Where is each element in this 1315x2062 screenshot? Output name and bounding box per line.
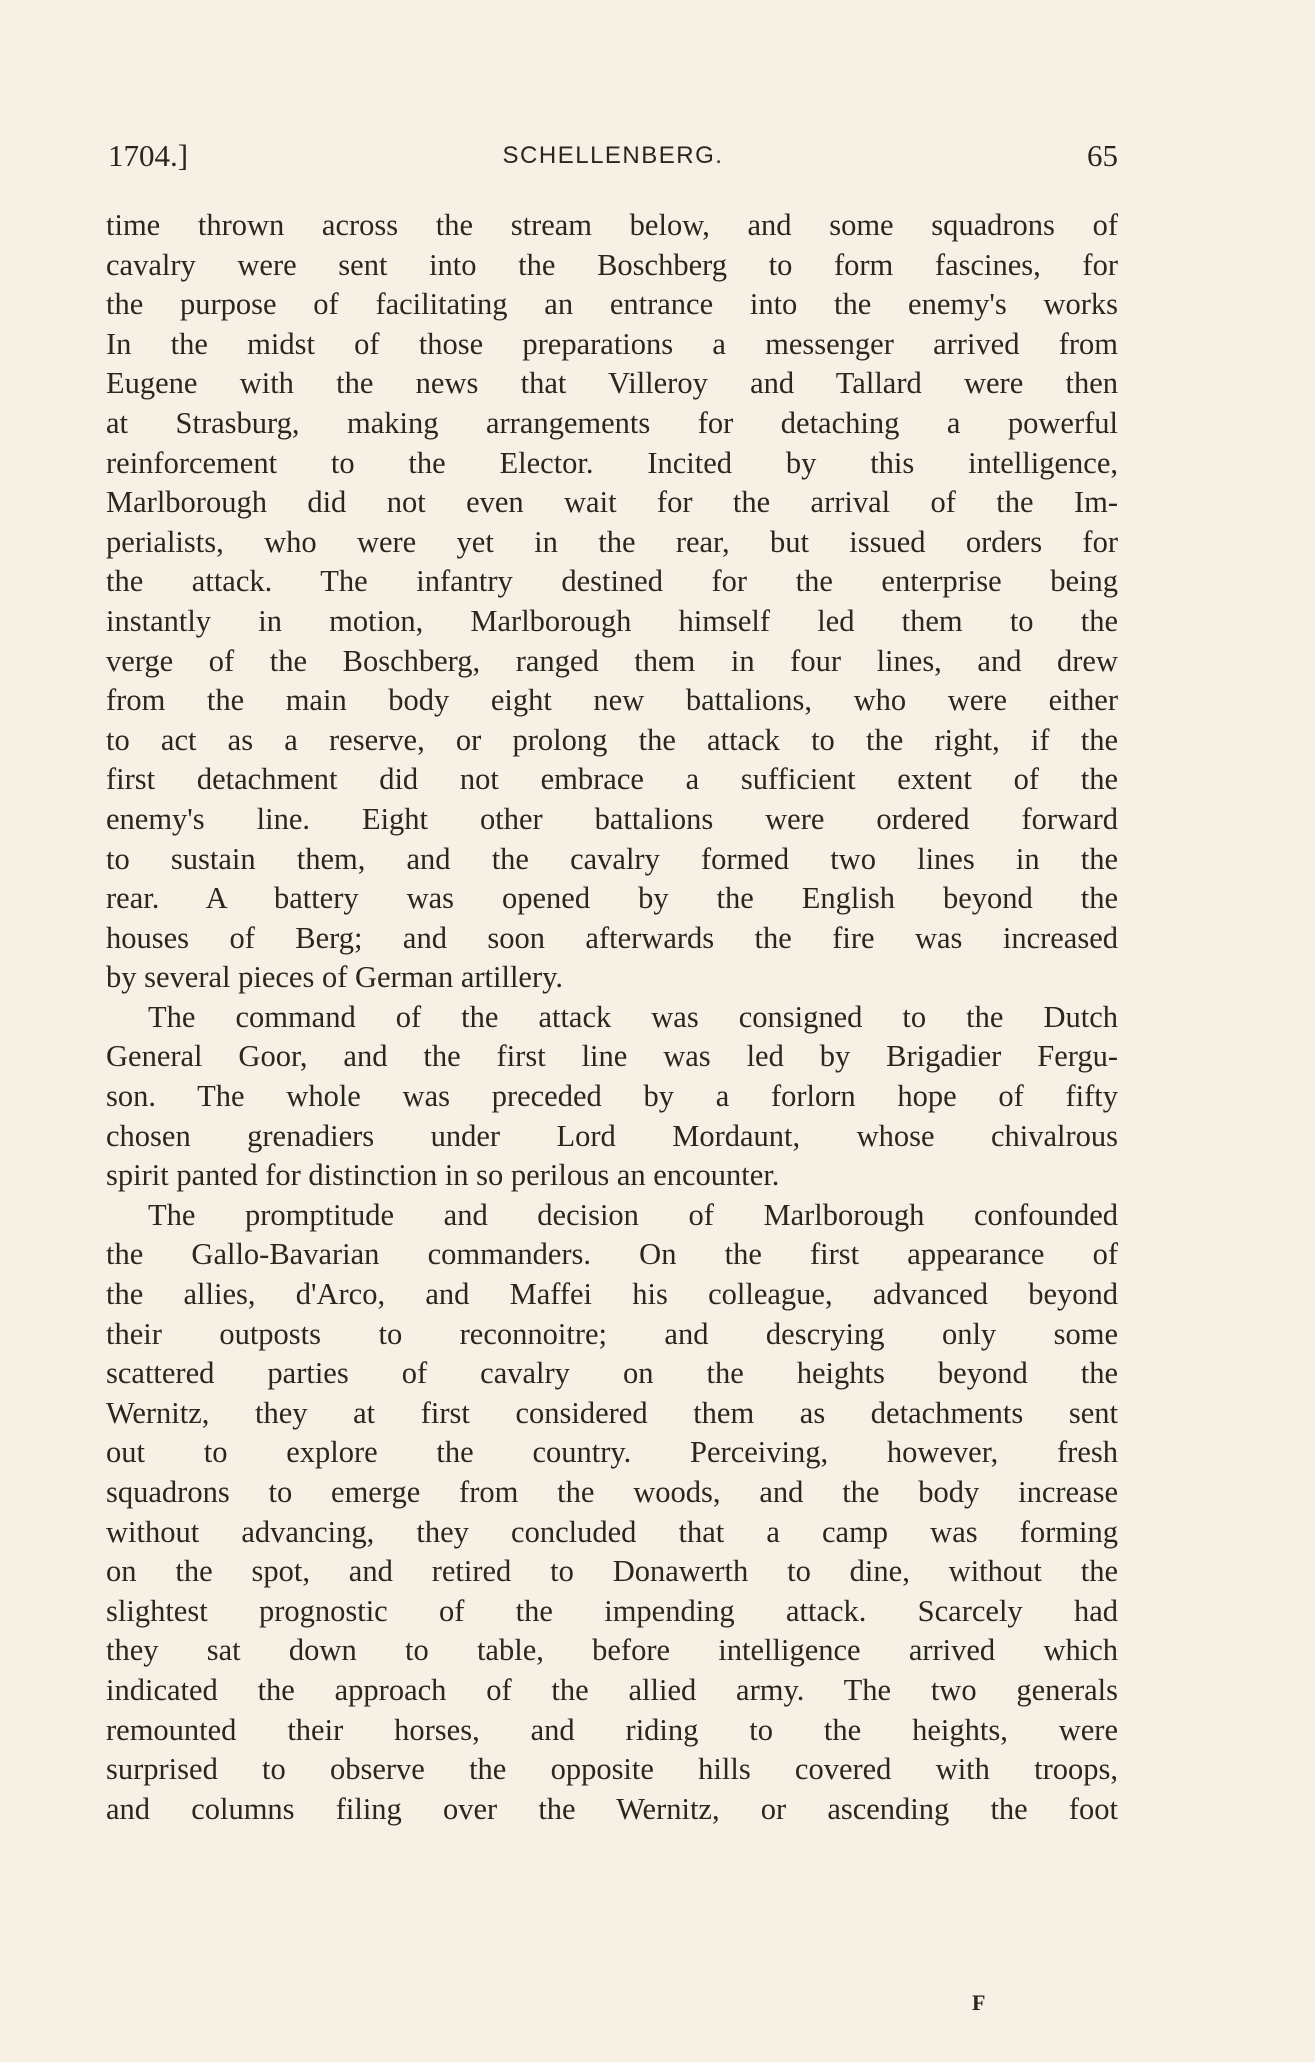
- header-year: 1704.]: [108, 138, 189, 173]
- text-line: at Strasburg, making arrangements for detaching a powerful: [106, 405, 1118, 440]
- text-line: enemy's line. Eight other battalions were ordered forward: [106, 801, 1118, 836]
- text-line: Wernitz, they at first considered them as detachments sent: [106, 1395, 1118, 1430]
- text-line: verge of the Boschberg, ranged them in four lines, and drew: [106, 643, 1118, 678]
- text-line: the allies, d'Arco, and Maffei his colleague, advanced beyond: [106, 1277, 1118, 1312]
- page-number: 65: [1087, 138, 1118, 173]
- text-line: the Gallo-Bavarian commanders. On the first appearance of: [106, 1237, 1118, 1272]
- text-line: slightest prognostic of the impending attack. Scarcely had: [106, 1593, 1118, 1628]
- text-line: spirit panted for distinction in so perilous an encounter.: [106, 1158, 780, 1193]
- text-line: instantly in motion, Marlborough himself led them to the: [106, 603, 1118, 638]
- text-line: rear. A battery was opened by the English beyond the: [106, 881, 1118, 916]
- text-line: time thrown across the stream below, and some squadrons of: [106, 208, 1118, 242]
- text-line: son. The whole was preceded by a forlorn hope of fifty: [106, 1079, 1118, 1114]
- text-line: first detachment did not embrace a sufficient extent of the: [106, 762, 1118, 797]
- text-line: and columns filing over the Wernitz, or ascending the foot: [106, 1791, 1118, 1826]
- text-line: to act as a reserve, or prolong the attack to the right, if the: [106, 722, 1118, 757]
- text-line: squadrons to emerge from the woods, and the body increase: [106, 1475, 1118, 1509]
- text-line: perialists, who were yet in the rear, but issued orders for: [106, 524, 1118, 559]
- running-header: [108, 138, 1118, 178]
- text-line: their outposts to reconnoitre; and descrying only some: [106, 1316, 1118, 1351]
- text-line: indicated the approach of the allied army. The two generals: [106, 1672, 1118, 1707]
- header-title: SCHELLENBERG.: [502, 142, 724, 169]
- text-line: without advancing, they concluded that a camp was forming: [106, 1514, 1118, 1549]
- signature-mark: F: [972, 1990, 986, 2015]
- text-line: cavalry were sent into the Boschberg to form fascines, for: [106, 247, 1118, 282]
- text-line: chosen grenadiers under Lord Mordaunt, whose chivalrous: [106, 1118, 1118, 1153]
- text-line: the purpose of facilitating an entrance into the enemy's works: [106, 287, 1118, 322]
- text-line: reinforcement to the Elector. Incited by this intelligence,: [106, 445, 1118, 480]
- text-line: The promptitude and decision of Marlborough confounded: [148, 1197, 1118, 1232]
- text-line: on the spot, and retired to Donawerth to dine, without the: [106, 1554, 1118, 1589]
- text-line: they sat down to table, before intelligence arrived which: [106, 1633, 1118, 1668]
- text-line: remounted their horses, and riding to the heights, were: [106, 1712, 1118, 1747]
- text-line: scattered parties of cavalry on the heights beyond the: [106, 1356, 1118, 1391]
- text-line: In the midst of those preparations a messenger arrived from: [106, 326, 1118, 361]
- text-line: out to explore the country. Perceiving, however, fresh: [106, 1435, 1118, 1470]
- text-line: houses of Berg; and soon afterwards the fire was increased: [106, 920, 1118, 955]
- text-line: Marlborough did not even wait for the arrival of the Im-: [106, 485, 1118, 520]
- text-line: The command of the attack was consigned to the Dutch: [148, 999, 1118, 1034]
- text-line: from the main body eight new battalions, who were either: [106, 683, 1118, 718]
- body-text: [106, 206, 1118, 1829]
- text-line: to sustain them, and the cavalry formed two lines in the: [106, 841, 1118, 876]
- text-line: by several pieces of German artillery.: [106, 960, 564, 995]
- text-line: General Goor, and the first line was led by Brigadier Fergu-: [106, 1039, 1118, 1074]
- text-line: the attack. The infantry destined for the enterprise being: [106, 564, 1118, 599]
- text-line: Eugene with the news that Villeroy and Tallard were then: [106, 366, 1118, 401]
- text-line: surprised to observe the opposite hills covered with troops,: [106, 1752, 1118, 1787]
